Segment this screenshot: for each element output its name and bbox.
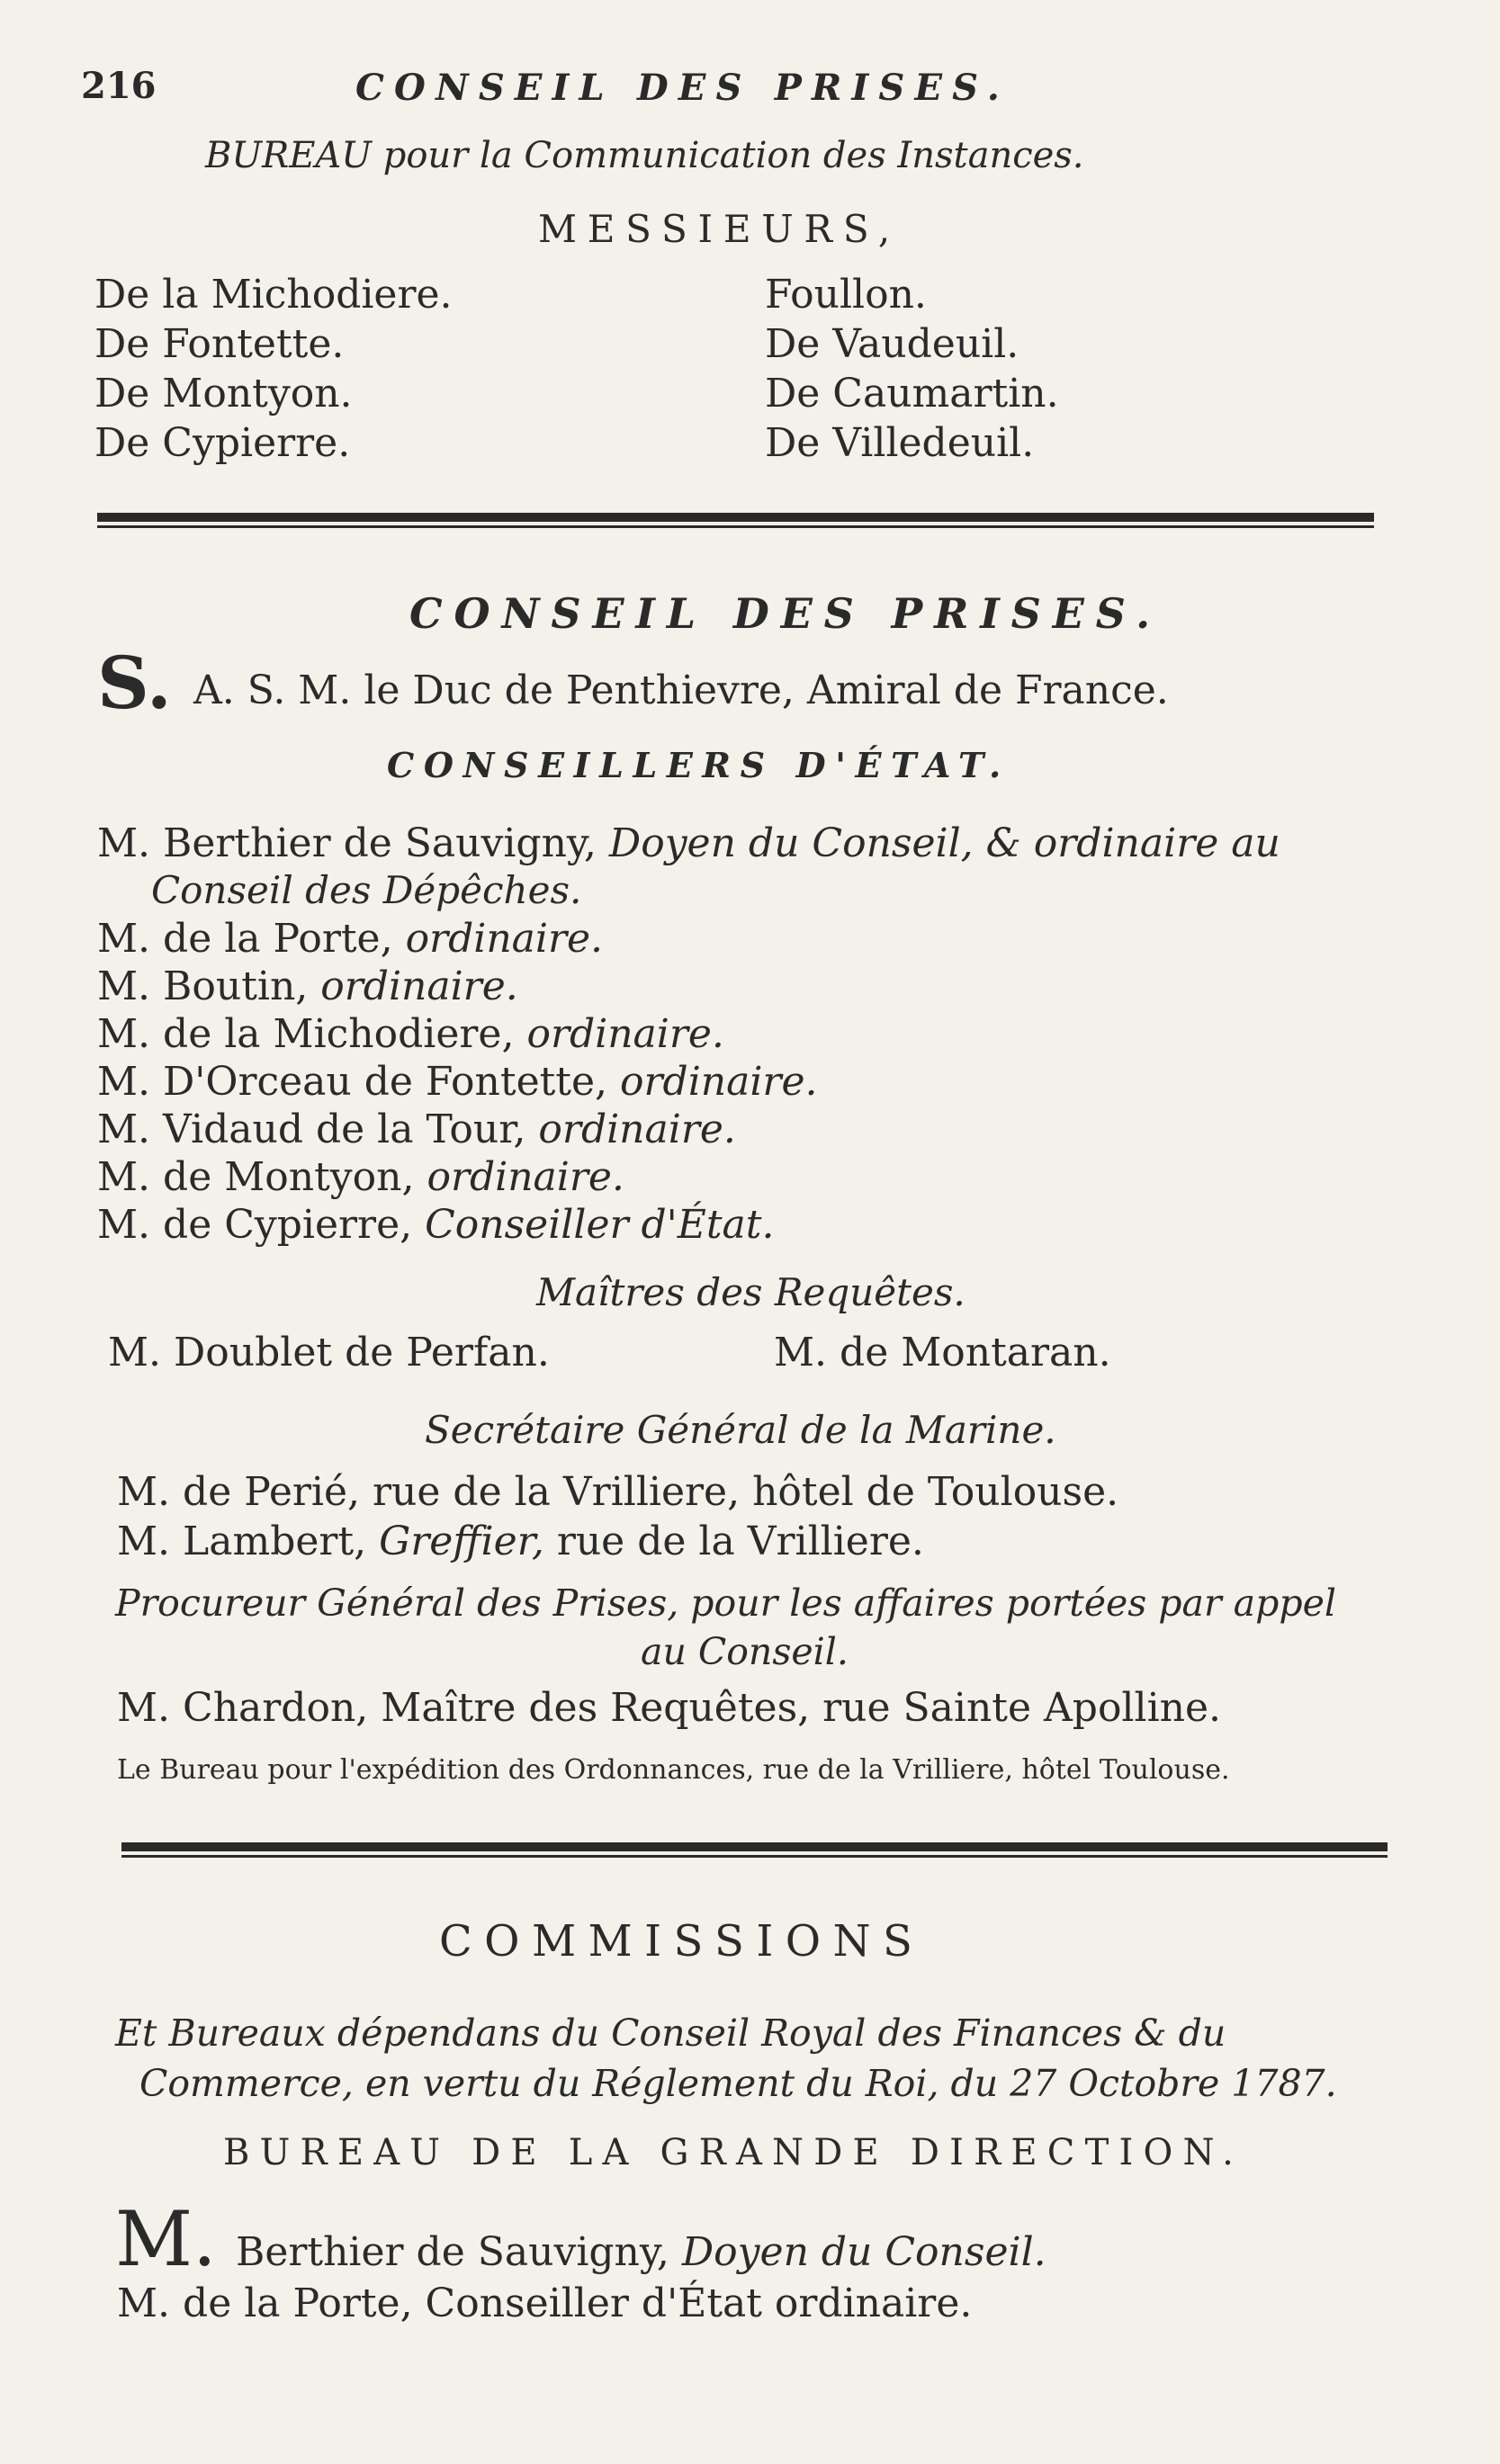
conseiller-row bbox=[151, 868, 581, 912]
conseiller-row bbox=[97, 1107, 736, 1152]
conseiller-row bbox=[97, 963, 518, 1009]
section-divider bbox=[97, 513, 1374, 528]
running-title: CONSEIL DES PRISES. bbox=[355, 67, 1010, 109]
conseiller-role: ordinaire. bbox=[538, 1107, 736, 1152]
direction-role: Doyen du Conseil. bbox=[681, 2229, 1046, 2275]
maitre-right: M. de Montaran. bbox=[774, 1330, 1111, 1375]
greffier-line bbox=[117, 1519, 924, 1564]
conseiller-role: ordinaire. bbox=[526, 1011, 724, 1057]
procureur-line-cont: au Conseil. bbox=[641, 1630, 849, 1673]
bureau-left-name: De Cypierre. bbox=[94, 420, 351, 466]
conseiller-row bbox=[97, 916, 603, 962]
conseiller-row bbox=[97, 1059, 817, 1105]
conseiller-name: M. Vidaud de la Tour, bbox=[97, 1107, 526, 1152]
secretaire-line: M. de Perié, rue de la Vrilliere, hôtel de Toulouse. bbox=[117, 1469, 1119, 1515]
maitre-left: M. Doublet de Perfan. bbox=[108, 1330, 550, 1375]
greffier-name: M. Lambert, bbox=[117, 1519, 367, 1564]
conseiller-row bbox=[97, 1011, 724, 1057]
bureau-right-name: De Vaudeuil. bbox=[765, 321, 1019, 367]
conseiller-name: M. D'Orceau de Fontette, bbox=[97, 1059, 607, 1105]
president-initial: S. bbox=[97, 641, 172, 725]
bureau-left-name: De Montyon. bbox=[94, 371, 353, 417]
conseiller-role: ordinaire. bbox=[427, 1154, 624, 1200]
bureau-instances-title: BUREAU pour la Communication des Instances. bbox=[205, 135, 1084, 176]
conseiller-role: Conseiller d'État. bbox=[425, 1202, 775, 1248]
bureau-left-name: De la Michodiere. bbox=[94, 272, 453, 318]
messieurs-heading: MESSIEURS, bbox=[538, 207, 901, 251]
direction-line bbox=[236, 2229, 1046, 2275]
bureau-right-name: De Villedeuil. bbox=[765, 420, 1035, 466]
conseiller-name: M. Boutin, bbox=[97, 963, 309, 1009]
conseillers-heading: CONSEILLERS D'ÉTAT. bbox=[387, 745, 1010, 785]
chardon-line: M. Chardon, Maître des Requêtes, rue Sainte Apolline. bbox=[117, 1685, 1222, 1731]
bureau-left-name: De Fontette. bbox=[94, 321, 345, 367]
direction-initial: M. bbox=[115, 2195, 217, 2283]
direction-name: Berthier de Sauvigny, bbox=[236, 2229, 669, 2275]
greffier-address: rue de la Vrilliere. bbox=[556, 1519, 924, 1564]
conseiller-role: ordinaire. bbox=[405, 916, 604, 962]
direction-line-2: M. de la Porte, Conseiller d'État ordinaire. bbox=[117, 2280, 973, 2326]
commissions-subtitle-cont: Commerce, en vertu du Réglement du Roi, du 27 Octobre 1787. bbox=[139, 2062, 1337, 2105]
bureau-right-name: Foullon. bbox=[765, 272, 927, 318]
section-divider bbox=[121, 1842, 1388, 1858]
conseiller-name: M. Berthier de Sauvigny, bbox=[97, 820, 597, 866]
conseiller-row bbox=[97, 820, 1280, 866]
grande-direction-heading: BUREAU DE LA GRANDE DIRECTION. bbox=[223, 2132, 1244, 2173]
conseiller-name: M. de la Porte, bbox=[97, 916, 393, 962]
conseiller-role: ordinaire. bbox=[320, 963, 518, 1009]
commissions-subtitle: Et Bureaux dépendans du Conseil Royal des Finances & du bbox=[115, 2012, 1226, 2055]
conseiller-row bbox=[97, 1202, 774, 1248]
bureau-right-name: De Caumartin. bbox=[765, 371, 1059, 417]
conseil-title: CONSEIL DES PRISES. bbox=[409, 589, 1163, 638]
maitres-heading: Maîtres des Requêtes. bbox=[536, 1270, 966, 1314]
president-line: A. S. M. le Duc de Penthievre, Amiral de France. bbox=[193, 668, 1169, 713]
bureau-expedition-line: Le Bureau pour l'expédition des Ordonnances, rue de la Vrilliere, hôtel Toulouse. bbox=[117, 1754, 1230, 1786]
conseiller-role: Conseil des Dépêches. bbox=[151, 868, 582, 912]
conseiller-name: M. de la Michodiere, bbox=[97, 1011, 515, 1057]
page-number: 216 bbox=[81, 65, 157, 107]
secretaire-heading: Secrétaire Général de la Marine. bbox=[425, 1408, 1056, 1452]
conseiller-role: Doyen du Conseil, & ordinaire au bbox=[608, 820, 1280, 866]
conseiller-name: M. de Montyon, bbox=[97, 1154, 415, 1200]
procureur-line: Procureur Général des Prises, pour les affaires portées par appel bbox=[115, 1581, 1336, 1625]
greffier-role: Greffier, bbox=[379, 1519, 544, 1564]
commissions-title: COMMISSIONS bbox=[439, 1916, 925, 1967]
conseiller-row bbox=[97, 1154, 624, 1200]
conseiller-role: ordinaire. bbox=[620, 1059, 818, 1105]
conseiller-name: M. de Cypierre, bbox=[97, 1202, 413, 1248]
